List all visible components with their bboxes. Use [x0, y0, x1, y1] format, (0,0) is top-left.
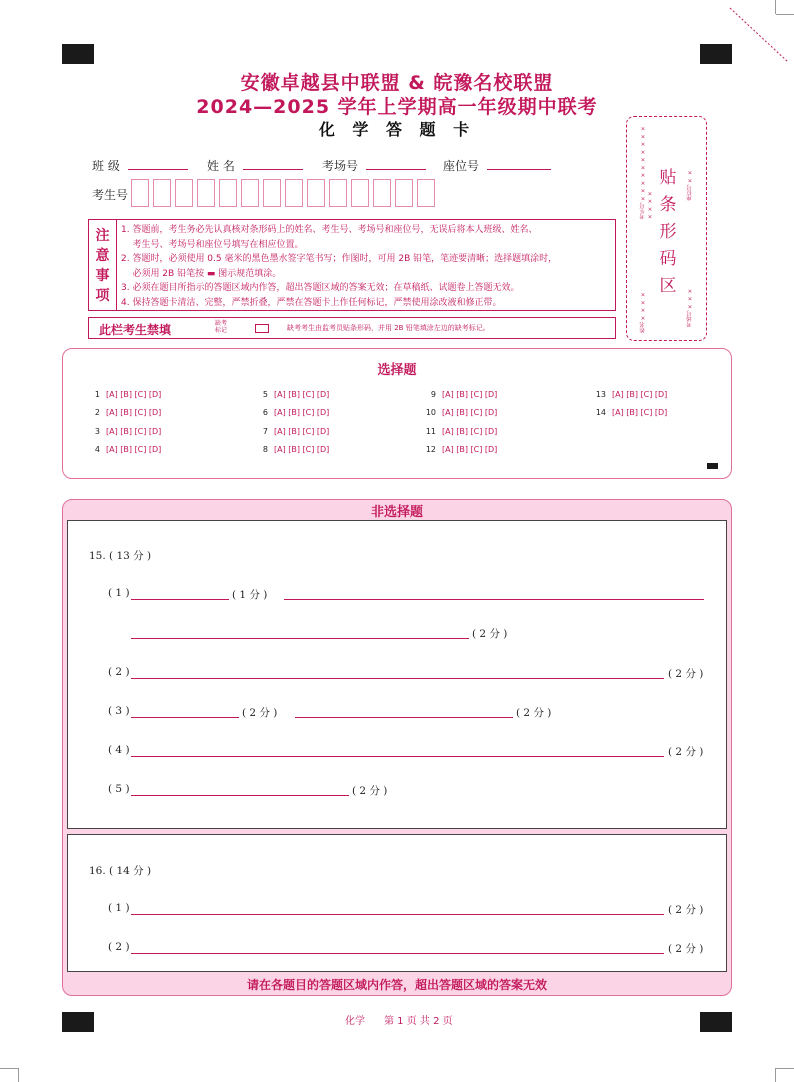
notice-heading-char: 项: [95, 288, 110, 304]
q15-part3-score: ( 2 分 ): [242, 707, 278, 719]
choice-question-number: 3: [94, 427, 100, 436]
q15-part3b-score: ( 2 分 ): [516, 707, 552, 719]
notice-heading: [89, 220, 117, 310]
footer-page: 第 1 页 共 2 页: [384, 1016, 453, 1027]
q15-answer-area[interactable]: [67, 520, 727, 829]
exam-title: 安徽卓越县中联盟 & 皖豫名校联盟: [240, 72, 554, 94]
room-line[interactable]: [366, 157, 426, 170]
choice-question-row[interactable]: [594, 408, 667, 417]
choice-question-row[interactable]: [424, 445, 497, 454]
q15-part1-blank3[interactable]: [131, 638, 469, 639]
choice-options[interactable]: [A] [B] [C] [D]: [274, 427, 330, 436]
absent-label: 缺考标记: [215, 320, 228, 334]
q15-part1-score: ( 1 分 ): [232, 589, 268, 601]
id-digit-box[interactable]: [241, 179, 259, 207]
name-line[interactable]: [243, 157, 303, 170]
barcode-title-char: 形: [659, 222, 677, 242]
choice-options[interactable]: [A] [B] [C] [D]: [612, 408, 668, 417]
barcode-title-char: 条: [659, 195, 677, 215]
notice-item: 3. 必须在题目所指示的答题区域内作答，超出答题区域的答案无效；在草稿纸、试题卷上答题无效。: [121, 283, 520, 293]
q15-part4-score: ( 2 分 ): [668, 746, 704, 758]
barcode-seat-hint: 座位号 × ×: [687, 169, 693, 201]
q16-label: 16. ( 14 分 ): [89, 865, 152, 877]
card-title: 化 学 答 题 卡: [318, 120, 476, 139]
crop-mark: [0, 1068, 18, 1069]
q16-part1-score: ( 2 分 ): [668, 904, 704, 916]
q16-part1-label: ( 1 ): [108, 902, 130, 914]
q15-part3-blank[interactable]: [131, 717, 239, 718]
choice-question-number: 10: [425, 408, 436, 417]
notice-item: 考生号、考场号和座位号填写在相应位置。: [121, 239, 304, 250]
choice-question-number: 12: [425, 445, 436, 454]
restricted-label: 此栏考生禁填: [99, 323, 172, 337]
barcode-title: [654, 165, 682, 300]
q16-part2-blank[interactable]: [131, 953, 664, 954]
q16-part1-blank[interactable]: [131, 914, 664, 915]
choice-options[interactable]: [A] [B] [C] [D]: [442, 445, 498, 454]
name-label: 姓 名: [207, 159, 235, 173]
choice-question-row[interactable]: [256, 445, 329, 454]
choice-question-row[interactable]: [88, 390, 161, 399]
choice-question-row[interactable]: [424, 390, 497, 399]
restricted-row: [88, 317, 616, 339]
nonchoice-title: 非选择题: [370, 505, 423, 520]
choice-options[interactable]: [A] [B] [C] [D]: [274, 408, 330, 417]
notice-item: 必须用 2B 铅笔按 ▬ 图示规范填涂。: [121, 268, 282, 279]
notice-item: 4. 保持答题卡清洁、完整，严禁折叠，严禁在答题卡上作任何标记，严禁使用涂改液和修正带。: [121, 297, 502, 308]
choice-question-number: 11: [425, 427, 436, 436]
choice-options[interactable]: [A] [B] [C] [D]: [612, 390, 668, 399]
q16-part2-label: ( 2 ): [108, 941, 130, 953]
choice-title: 选择题: [377, 363, 417, 378]
q15-part1b-score: ( 2 分 ): [472, 628, 508, 640]
room-field: [322, 157, 426, 174]
corner-marker: [62, 1012, 94, 1032]
q15-part2-blank[interactable]: [131, 678, 664, 679]
choice-options[interactable]: [A] [B] [C] [D]: [442, 408, 498, 417]
seat-line[interactable]: [487, 157, 551, 170]
notice-heading-char: 意: [95, 248, 110, 264]
choice-question-number: 14: [595, 408, 606, 417]
id-digit-box[interactable]: [285, 179, 303, 207]
choice-options[interactable]: [A] [B] [C] [D]: [274, 390, 330, 399]
id-digit-box[interactable]: [307, 179, 325, 207]
choice-question-number: 1: [94, 390, 100, 399]
id-digit-box[interactable]: [197, 179, 215, 207]
choice-question-row[interactable]: [256, 390, 329, 399]
class-field: [92, 157, 188, 174]
class-line[interactable]: [128, 157, 188, 170]
q15-part5-label: ( 5 ): [108, 783, 130, 795]
choice-question-row[interactable]: [256, 427, 329, 436]
id-label: 考生号: [92, 188, 129, 202]
q15-part2-label: ( 2 ): [108, 666, 130, 678]
notice-box: [88, 219, 616, 311]
q15-part5-blank[interactable]: [131, 795, 349, 796]
q15-part1-blank[interactable]: [131, 599, 229, 600]
fold-line: [728, 0, 794, 66]
notice-text: [121, 223, 613, 310]
barcode-title-char: 码: [659, 249, 677, 269]
exam-subtitle: 2024—2025 学年上学期高一年级期中联考: [196, 96, 598, 118]
q15-part1-blank2[interactable]: [284, 599, 704, 600]
choice-question-number: 8: [262, 445, 268, 454]
id-digit-box[interactable]: [351, 179, 369, 207]
id-digit-box[interactable]: [373, 179, 391, 207]
barcode-name-hint: 姓名 × × × ×: [640, 291, 646, 333]
id-digit-box[interactable]: [175, 179, 193, 207]
id-digit-box[interactable]: [417, 179, 435, 207]
choice-options[interactable]: [A] [B] [C] [D]: [274, 445, 330, 454]
choice-question-number: 13: [595, 390, 606, 399]
choice-question-number: 7: [262, 427, 268, 436]
barcode-title-char: 区: [659, 276, 677, 296]
crop-mark: [776, 1068, 794, 1069]
crop-mark: [775, 1068, 776, 1082]
id-digit-box[interactable]: [219, 179, 237, 207]
barcode-id-hint: 考生号 × × × × × × × × × × × × × ×: [640, 125, 653, 219]
crop-mark: [18, 1068, 19, 1082]
notice-heading-char: 注: [95, 228, 110, 244]
notice-item: 1. 答题前，考生务必先认真核对条形码上的姓名、考生号、考场号和座位号，无误后将本人班级、姓名、: [121, 225, 538, 235]
class-label: 班 级: [92, 159, 120, 173]
id-digit-box[interactable]: [395, 179, 413, 207]
choice-question-number: 4: [94, 445, 100, 454]
notice-item: 2. 答题时，必须使用 0.5 毫米的黑色墨水签字笔书写；作图时，可用 2B 铅笔，笔迹要清晰；选择题填涂时，: [121, 254, 558, 264]
id-digit-box[interactable]: [263, 179, 281, 207]
q16-part2-score: ( 2 分 ): [668, 943, 704, 955]
choice-question-number: 5: [262, 390, 268, 399]
id-digit-box[interactable]: [153, 179, 171, 207]
choice-options[interactable]: [A] [B] [C] [D]: [106, 408, 162, 417]
choice-options[interactable]: [A] [B] [C] [D]: [106, 445, 162, 454]
q15-part2-score: ( 2 分 ): [668, 668, 704, 680]
notice-heading-char: 事: [95, 268, 110, 284]
q15-part3-label: ( 3 ): [108, 705, 130, 717]
barcode-area: [626, 116, 707, 341]
choice-question-number: 9: [430, 390, 436, 399]
seat-label: 座位号: [443, 159, 480, 173]
footer-subject: 化学: [345, 1016, 365, 1027]
choice-question-row[interactable]: [424, 427, 497, 436]
choice-options[interactable]: [A] [B] [C] [D]: [106, 427, 162, 436]
choice-question-row[interactable]: [88, 408, 161, 417]
corner-marker: [700, 1012, 732, 1032]
choice-question-number: 2: [94, 408, 100, 417]
q15-part3-blank2[interactable]: [295, 717, 513, 718]
q15-part4-label: ( 4 ): [108, 744, 130, 756]
corner-marker: [62, 44, 94, 64]
q15-part4-blank[interactable]: [131, 756, 664, 757]
name-field: [207, 157, 303, 174]
absent-note: 缺考考生由监考员贴条形码，并用 2B 铅笔填涂左边的缺考标记。: [287, 324, 490, 332]
choice-options[interactable]: [A] [B] [C] [D]: [442, 427, 498, 436]
choice-question-row[interactable]: [88, 445, 161, 454]
q15-label: 15. ( 13 分 ): [89, 550, 152, 562]
barcode-room-hint: 考场号 × × ×: [687, 287, 693, 327]
barcode-title-char: 贴: [659, 168, 677, 188]
bottom-notice: 请在各题目的答题区域内作答，超出答题区域的答案无效: [246, 978, 547, 992]
absent-mark-box[interactable]: [255, 324, 269, 333]
seat-field: [443, 157, 551, 174]
id-digit-box[interactable]: [131, 179, 149, 207]
timing-mark: [707, 463, 718, 469]
choice-question-row[interactable]: [424, 408, 497, 417]
q15-part1-label: ( 1 ): [108, 587, 130, 599]
choice-question-row[interactable]: [88, 427, 161, 436]
room-label: 考场号: [322, 159, 359, 173]
choice-question-row[interactable]: [256, 408, 329, 417]
q16-answer-area[interactable]: [67, 834, 727, 972]
choice-question-row[interactable]: [594, 390, 667, 399]
id-digit-box[interactable]: [329, 179, 347, 207]
q15-part5-score: ( 2 分 ): [352, 785, 388, 797]
choice-options[interactable]: [A] [B] [C] [D]: [442, 390, 498, 399]
choice-question-number: 6: [262, 408, 268, 417]
choice-options[interactable]: [A] [B] [C] [D]: [106, 390, 162, 399]
